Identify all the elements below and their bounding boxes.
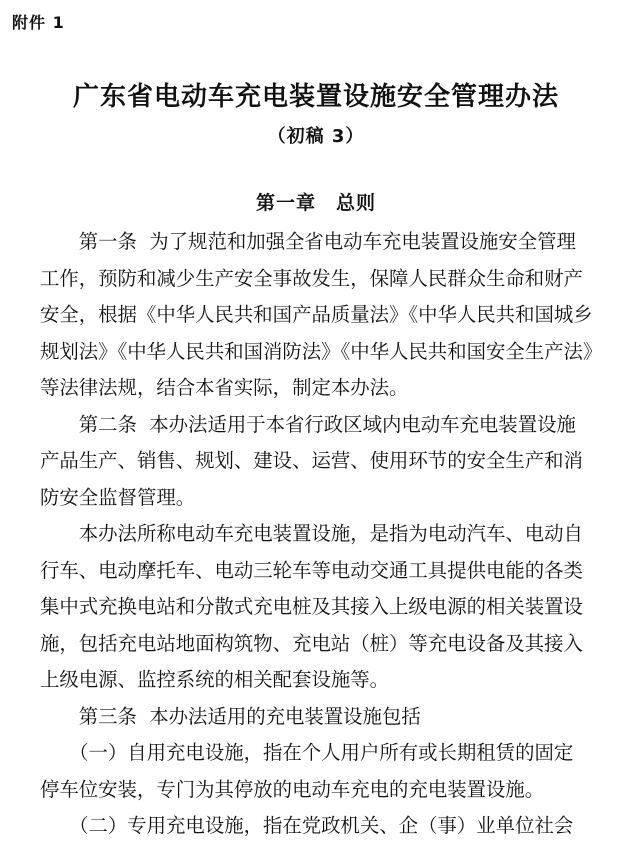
text-line: 产品生产、销售、规划、建设、运营、使用环节的安全生产和消 (40, 449, 583, 472)
text-line: 本办法所称电动车充电装置设施，是指为电动汽车、电动自 (40, 522, 583, 545)
text-line: 工作，预防和减少生产安全事故发生，保障人民群众生命和财产 (40, 266, 583, 290)
text-line: 行车、电动摩托车、电动三轮车等电动交通工具提供电能的各类 (40, 558, 583, 582)
text-line: 上级电源、监控系统的相关配套设施等。 (40, 668, 390, 691)
document-title: 广东省电动车充电装置设施安全管理办法 (72, 82, 559, 112)
text-line: （一）自用充电设施，指在个人用户所有或长期租赁的固定 (40, 741, 574, 764)
text-line: 施，包括充电站地面构筑物、充电站（桩）等充电设备及其接入 (40, 631, 583, 655)
text-line: 安全，根据《中华人民共和国产品质量法》《中华人民共和国城乡 (40, 303, 593, 326)
body-text (40, 224, 603, 845)
attachment-label: 附件 1 (12, 13, 65, 32)
text-line: 等法律法规，结合本省实际，制定本办法。 (40, 376, 409, 399)
document-subtitle: （初稿 3） (267, 126, 365, 147)
text-line: 规划法》《中华人民共和国消防法》《中华人民共和国安全生产法》 (40, 339, 603, 363)
text-line: 防安全监督管理。 (40, 485, 196, 509)
text-line: 第三条 本办法适用的充电装置设施包括 (40, 704, 421, 728)
text-line: 第一条 为了规范和加强全省电动车充电装置设施安全管理 (40, 230, 576, 253)
text-line: （二）专用充电设施，指在党政机关、企（事）业单位社会 (40, 814, 574, 837)
chapter-heading: 第一章 总则 (255, 192, 376, 214)
text-line: 第二条 本办法适用于本省行政区域内电动车充电装置设施 (40, 412, 576, 436)
text-line: 集中式充换电站和分散式充电桩及其接入上级电源的相关装置设 (40, 595, 583, 618)
text-line: 停车位安装，专门为其停放的电动车充电的充电装置设施。 (40, 777, 545, 801)
